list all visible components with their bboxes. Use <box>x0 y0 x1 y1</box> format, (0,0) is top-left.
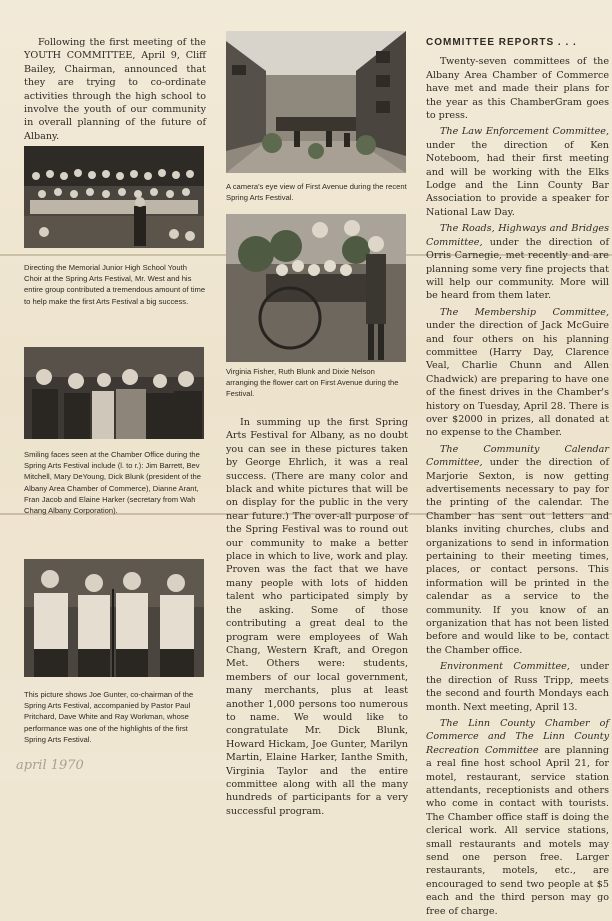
festival-summary <box>226 416 408 821</box>
environment-text: under the direction of Russ Tripp, meets the second and fourth Mondays each month. Next meeting, April 13. <box>426 661 609 713</box>
flower-cart-caption-text: Virginia Fisher, Ruth Blunk and Dixie Nelson arranging the flower cart on First Avenue during the Festival. <box>226 367 399 399</box>
roads-paragraph <box>426 222 609 302</box>
flower-cart-caption <box>226 366 408 400</box>
performers-photo <box>24 559 204 677</box>
membership-name: The Membership Committee, <box>440 306 609 318</box>
festival-summary-text: In summing up the first Spring Arts Festival for Albany, as no doubt you can see in these pictures taken by George Ehrlich, it was a real success. (There are many color and black and white pictures that will be on display for the public in the very near future.) The over-all purpose of the Spring Festival was to round out our community to make a better place in which to live, work and play. Proven was the fact that we have many people with lots of hidden talent who participated simply by the asking. Some of those contributing a great deal to the program were employees of Wah Chang, Western Kraft, and Oregon Met. Others were: students, members of our local government, many merchants, plus at least another 1,000 persons too numerous to name. We would like to congratulate Mr. Dick Blunk, Howard Hickam, Joe Gunter, Marilyn Martin, Elaine Harker, Ianthe Smith, Virginia Taylor and the entire committee along with all the many hundreds of participants for a very successful program. <box>226 417 408 817</box>
choir-photo <box>24 146 204 248</box>
smiling-faces-caption <box>24 449 206 516</box>
flower-cart-photo <box>226 214 406 362</box>
calendar-text: under the direction of Marjorie Sexton, is now getting advertisements necessary to pay for the printing of the calendar. The Chamber has sent out letters and blanks inviting churches, clubs and organizations to send in information pertaining to their meeting times, places, or contact persons. This information will be printed in the calendar as a service to the community. If you know of an organization that has not been listed before and would like to be, contact the Chamber office. <box>426 457 609 656</box>
environment-name: Environment Committee, <box>440 661 570 673</box>
calendar-name: The Community Calendar Committee, <box>426 443 609 469</box>
roads-name: The Roads, Highways and Bridges Committee, <box>426 223 609 248</box>
membership-paragraph <box>426 306 609 440</box>
law-enforcement-paragraph <box>426 125 609 219</box>
youth-committee-paragraph <box>24 36 206 146</box>
choir-caption <box>24 262 206 307</box>
performers-caption-text: This picture shows Joe Gunter, co-chairman of the Spring Arts Festival, accompanied by Pastor Paul Pritchard, Dave White and Ray Workman, whose performance was one of the highlights of the first Spring Arts Festival. <box>24 690 194 744</box>
roads-text: under the direction of Orris Carnegie, met recently and are planning some very fine projects that will help our community. More will be heard from them later. <box>426 236 609 302</box>
host-school-paragraph <box>426 717 609 918</box>
law-enforcement-name: The Law Enforcement Committee, <box>440 126 609 138</box>
environment-paragraph <box>426 660 609 714</box>
smiling-faces-caption-text: Smiling faces seen at the Chamber Office during the Spring Arts Festival include (l. to r.): Jim Barrett, Bev Mitchell, Mary DeYoung, Dick Blunk (president of the Albany Area Chamber of Commerce), Dianne Arant, Fran Jacob and Elaine Harker (secretary from Wah Chang Albany Corporation). <box>24 450 201 516</box>
committee-reports-heading: COMMITTEE REPORTS . . . <box>426 37 577 48</box>
chamber-office-photo <box>24 347 204 439</box>
host-school-name: The Linn County Chamber of Commerce and The Linn County Recreation Committee <box>426 717 609 756</box>
committee-intro-text: Twenty-seven committees of the Albany Area Chamber of Commerce have met and made their plans for the year as this ChamberGram goes to press. <box>426 56 609 122</box>
calendar-paragraph <box>426 443 609 658</box>
first-avenue-photo <box>226 31 406 173</box>
membership-text: under the direction of Jack McGuire and four others on his planning committee (Harry Day, Clarence Veal, Charlie Chunn and Allen Chadwick) are preparing to have one of the finest drives in the Chamber's history on Tuesday, April 28. There is over $2000 in prizes, all donated at no expense to the Chamber. <box>426 320 609 439</box>
choir-caption-text: Directing the Memorial Junior High School Youth Choir at the Spring Arts Festival, Mr. West and his entire group contributed a tremendous amount of time to help make the first Arts Festival a big success. <box>24 263 206 306</box>
handwritten-date: april 1970 <box>16 758 84 773</box>
performers-caption <box>24 689 206 745</box>
youth-committee-text: Following the first meeting of the YOUTH COMMITTEE, April 9, Cliff Bailey, Chairman, announced that they are trying to co-ordinate activities through the high school to involve the youth of our community in overall planning of the future of Albany. <box>24 37 206 142</box>
first-avenue-caption-text: A camera's eye view of First Avenue during the recent Spring Arts Festival. <box>226 182 407 203</box>
law-enforcement-text: under the direction of Ken Noteboom, had their first meeting and will be working with the Elks Lodge and the Linn County Bar Association to provide a speaker for National Law Day. <box>426 139 609 218</box>
first-avenue-caption <box>226 181 408 203</box>
host-school-text: are planning a real fine host school April 21, for motel, restaurant, service station attendants, receptionists and others who come in contact with tourists. The Chamber office staff is doing the clerical work. All service stations, small restaurants and motels may send one person free. Larger restaurants, motels, etc., are encouraged to send two people at $5 each and the third person may go free of charge. <box>426 744 609 917</box>
committee-reports <box>426 36 609 921</box>
